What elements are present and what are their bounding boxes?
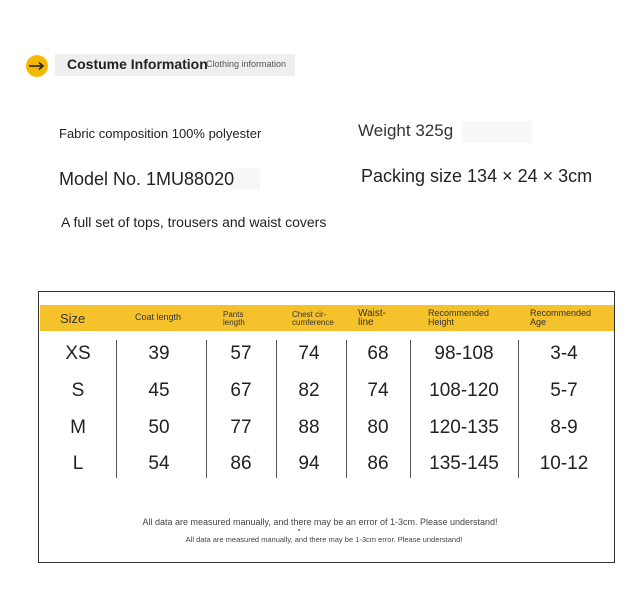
column-divider — [116, 340, 117, 478]
header-pants-length-2: length — [223, 318, 245, 327]
header-waist-2: line — [358, 317, 374, 328]
cell-height: 120-135 — [429, 417, 499, 438]
cell-coat-length: 54 — [148, 453, 170, 474]
cell-waist: 86 — [367, 453, 389, 474]
header-chest-1: Chest cir- — [292, 310, 327, 319]
header-pants-length-1: Pants — [223, 310, 244, 319]
header-age-1: Recommended — [530, 308, 592, 318]
header-height-2: Height — [428, 317, 455, 327]
cell-waist: 74 — [367, 380, 389, 401]
arrow-right-icon — [26, 55, 48, 77]
cell-height: 108-120 — [429, 380, 499, 401]
model-highlight — [230, 168, 260, 190]
model-number: Model No. 1MU88020 — [59, 169, 235, 189]
cell-chest: 74 — [298, 343, 320, 364]
header-size: Size — [60, 311, 86, 326]
weight: Weight 325g — [358, 121, 454, 140]
header-chest-2: cumference — [292, 318, 334, 327]
set-description: A full set of tops, trousers and waist covers — [61, 214, 327, 230]
header-height-1: Recommended — [428, 308, 490, 318]
cell-pants-length: 57 — [230, 343, 252, 364]
fabric-composition: Fabric composition 100% polyester — [59, 126, 262, 141]
cell-pants-length: 67 — [230, 380, 252, 401]
cell-size: M — [70, 417, 86, 438]
cell-chest: 88 — [298, 417, 320, 438]
cell-age: 10-12 — [539, 453, 589, 474]
cell-height: 98-108 — [434, 343, 494, 364]
cell-coat-length: 39 — [148, 343, 170, 364]
section-title: Costume Information — [67, 56, 208, 72]
weight-highlight — [462, 121, 532, 143]
column-divider — [346, 340, 347, 478]
cell-height: 135-145 — [429, 453, 499, 474]
cell-age: 3-4 — [550, 343, 578, 364]
measurement-note-small: All data are measured manually, and there may be 1-3cm error. Please understand! — [185, 535, 463, 544]
cell-age: 8-9 — [550, 417, 578, 438]
cell-size: L — [72, 453, 84, 474]
cell-coat-length: 50 — [148, 417, 170, 438]
cell-waist: 80 — [367, 417, 389, 438]
header-age-2: Age — [530, 317, 547, 327]
cell-size: XS — [65, 343, 91, 364]
column-divider — [206, 340, 207, 478]
header-coat-length: Coat length — [135, 312, 182, 322]
section-subtitle: Clothing information — [206, 59, 287, 69]
cell-chest: 94 — [298, 453, 320, 474]
header-waist-1: Waist- — [358, 308, 386, 319]
cell-size: S — [71, 380, 85, 401]
column-divider — [518, 340, 519, 478]
column-divider — [410, 340, 411, 478]
cell-coat-length: 45 — [148, 380, 170, 401]
cell-age: 5-7 — [550, 380, 578, 401]
cell-chest: 82 — [298, 380, 320, 401]
measurement-note: All data are measured manually, and there may be an error of 1-3cm. Please understand! — [142, 517, 498, 527]
cell-pants-length: 86 — [230, 453, 252, 474]
cell-pants-length: 77 — [230, 417, 252, 438]
packing-size: Packing size 134 × 24 × 3cm — [361, 166, 593, 186]
cell-waist: 68 — [367, 343, 389, 364]
separator-dot — [298, 529, 300, 531]
column-divider — [276, 340, 277, 478]
